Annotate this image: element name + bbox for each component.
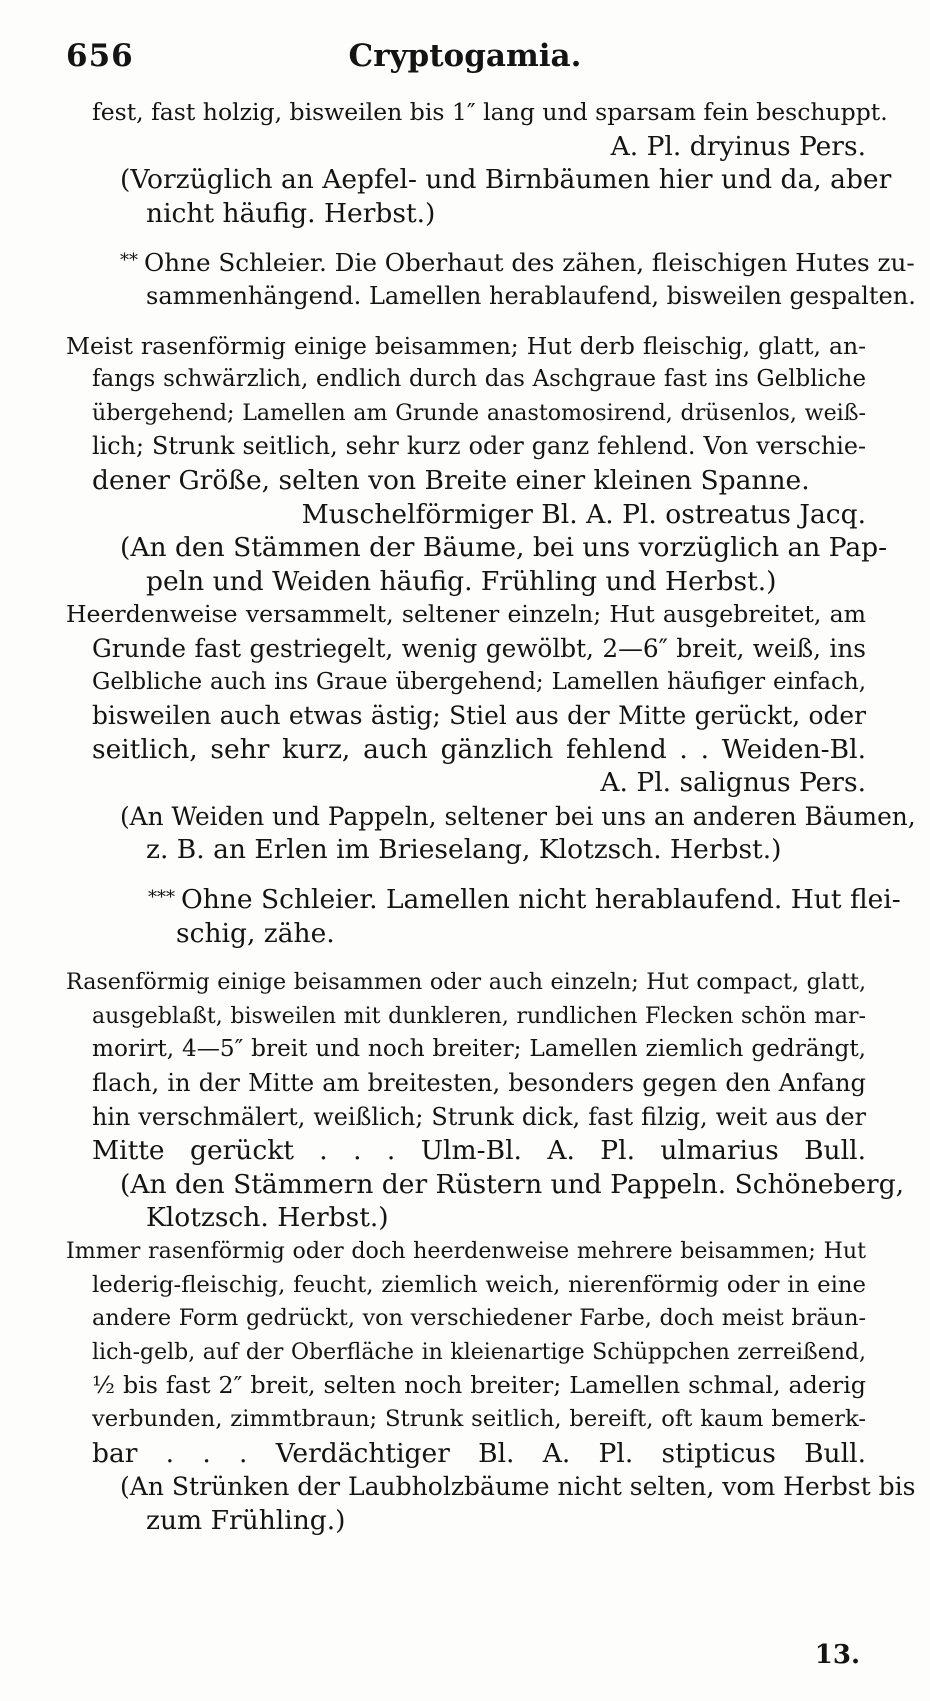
text-line: sammenhängend. Lamellen herablaufend, bisweilen gespalten. (146, 281, 916, 310)
species-name-line: A. Pl. dryinus Pers. (610, 130, 866, 162)
text-line: lich-gelb, auf der Oberfläche in kleienartige Schüppchen zerreißend, (92, 1339, 866, 1365)
text-line: ausgeblaßt, bisweilen mit dunkleren, rundlichen Flecken schön mar- (92, 1003, 866, 1029)
text-line (148, 883, 901, 917)
species-name-line: Muschelförmiger Bl. A. Pl. ostreatus Jacq. (301, 498, 866, 530)
text-line: fangs schwärzlich, endlich durch das Aschgraue fast ins Gelbliche (92, 366, 866, 393)
text-line: (An Weiden und Pappeln, seltener bei uns an anderen Bäumen, (120, 801, 916, 831)
section-stars: ** (120, 250, 138, 272)
text-line: Rasenförmig einige beisammen oder auch einzeln; Hut compact, glatt, (66, 969, 866, 996)
paragraph-continuation (66, 96, 888, 130)
species-name (66, 498, 866, 532)
text-line: hin verschmälert, weißlich; Strunk dick, fast filzig, weit aus der (92, 1102, 866, 1131)
habitat-note (66, 1470, 916, 1537)
species-description (66, 598, 866, 766)
text-line (120, 246, 915, 280)
text-line: morirt, 4—5″ breit und noch breiter; Lamellen ziemlich gedrängt, (92, 1036, 866, 1063)
species-description (66, 330, 866, 498)
text-line: schig, zähe. (176, 917, 335, 949)
text-line-content: Ohne Schleier. Die Oberhaut des zähen, fleischigen Hutes zu- (144, 248, 915, 278)
text-line: dener Größe, selten von Breite einer kleinen Spanne. (92, 464, 810, 496)
habitat-note (66, 800, 916, 867)
text-line: zum Frühling.) (146, 1504, 346, 1536)
text-line: nicht häufig. Herbst.) (146, 197, 436, 229)
text-line-content: Ohne Schleier. Lamellen nicht herablaufend. Hut flei- (181, 884, 901, 916)
text-line: fest, fast holzig, bisweilen bis 1″ lang und sparsam fein beschuppt. (92, 98, 888, 126)
running-title: Cryptogamia. (348, 38, 582, 74)
species-name (66, 766, 866, 800)
text-line: andere Form gedrückt, von verschiedener Farbe, doch meist bräun- (92, 1305, 866, 1332)
section-stars: *** (148, 887, 175, 909)
page-number: 656 (66, 38, 134, 74)
text-line: bisweilen auch etwas ästig; Stiel aus der Mitte gerückt, oder (92, 701, 866, 731)
text-line: bar . . . Verdächtiger Bl. A. Pl. stipticus Bull. (92, 1437, 866, 1469)
text-line: (Vorzüglich an Aepfel- und Birnbäumen hier und da, aber (120, 164, 892, 196)
text-line: lederig-fleischig, feucht, ziemlich weich, nierenförmig oder in eine (92, 1271, 866, 1298)
text-line: (An Strünken der Laubholzbäume nicht selten, vom Herbst bis (120, 1472, 916, 1502)
text-line: z. B. an Erlen im Brieselang, Klotzsch. Herbst.) (146, 834, 782, 866)
text-line: verbunden, zimmtbraun; Strunk seitlich, bereift, oft kaum bemerk- (92, 1405, 866, 1432)
page-body (66, 96, 916, 1537)
text-line: übergehend; Lamellen am Grunde anastomosirend, drüsenlos, weiß- (92, 399, 866, 426)
habitat-note (66, 1168, 905, 1235)
text-line: Klotzsch. Herbst.) (146, 1202, 389, 1234)
section-heading (66, 246, 916, 313)
text-line: lich; Strunk seitlich, sehr kurz oder ganz fehlend. Von verschie- (92, 432, 866, 461)
species-name-line: A. Pl. salignus Pers. (600, 767, 866, 799)
habitat-note (66, 531, 888, 598)
page-header (66, 38, 864, 78)
text-line: seitlich, sehr kurz, auch gänzlich fehlend . . Weiden-Bl. (92, 733, 866, 765)
species-name (66, 130, 866, 164)
text-line: flach, in der Mitte am breitesten, besonders gegen den Anfang (92, 1069, 866, 1098)
section-heading (66, 883, 901, 950)
species-description (66, 966, 866, 1168)
text-line: ½ bis fast 2″ breit, selten noch breiter; Lamellen schmal, aderig (92, 1371, 866, 1400)
signature-mark: 13. (814, 1640, 860, 1670)
species-description (66, 1235, 866, 1470)
text-line: (An den Stämmern der Rüstern und Pappeln. Schöneberg, (120, 1168, 905, 1200)
text-line: Immer rasenförmig oder doch heerdenweise mehrere beisammen; Hut (66, 1238, 866, 1264)
text-line: Heerdenweise versammelt, seltener einzeln; Hut ausgebreitet, am (66, 600, 866, 629)
text-line: Gelbliche auch ins Graue übergehend; Lamellen häufiger einfach, (92, 668, 866, 695)
text-line: Meist rasenförmig einige beisammen; Hut derb fleischig, glatt, an- (66, 331, 866, 360)
habitat-note (66, 163, 892, 230)
text-line: peln und Weiden häufig. Frühling und Herbst.) (146, 565, 777, 597)
text-line: Mitte gerückt . . . Ulm-Bl. A. Pl. ulmarius Bull. (92, 1135, 866, 1167)
text-line: Grunde fast gestriegelt, wenig gewölbt, 2—6″ breit, weiß, ins (92, 633, 866, 663)
text-line: (An den Stämmen der Bäume, bei uns vorzüglich an Pap- (120, 532, 888, 564)
